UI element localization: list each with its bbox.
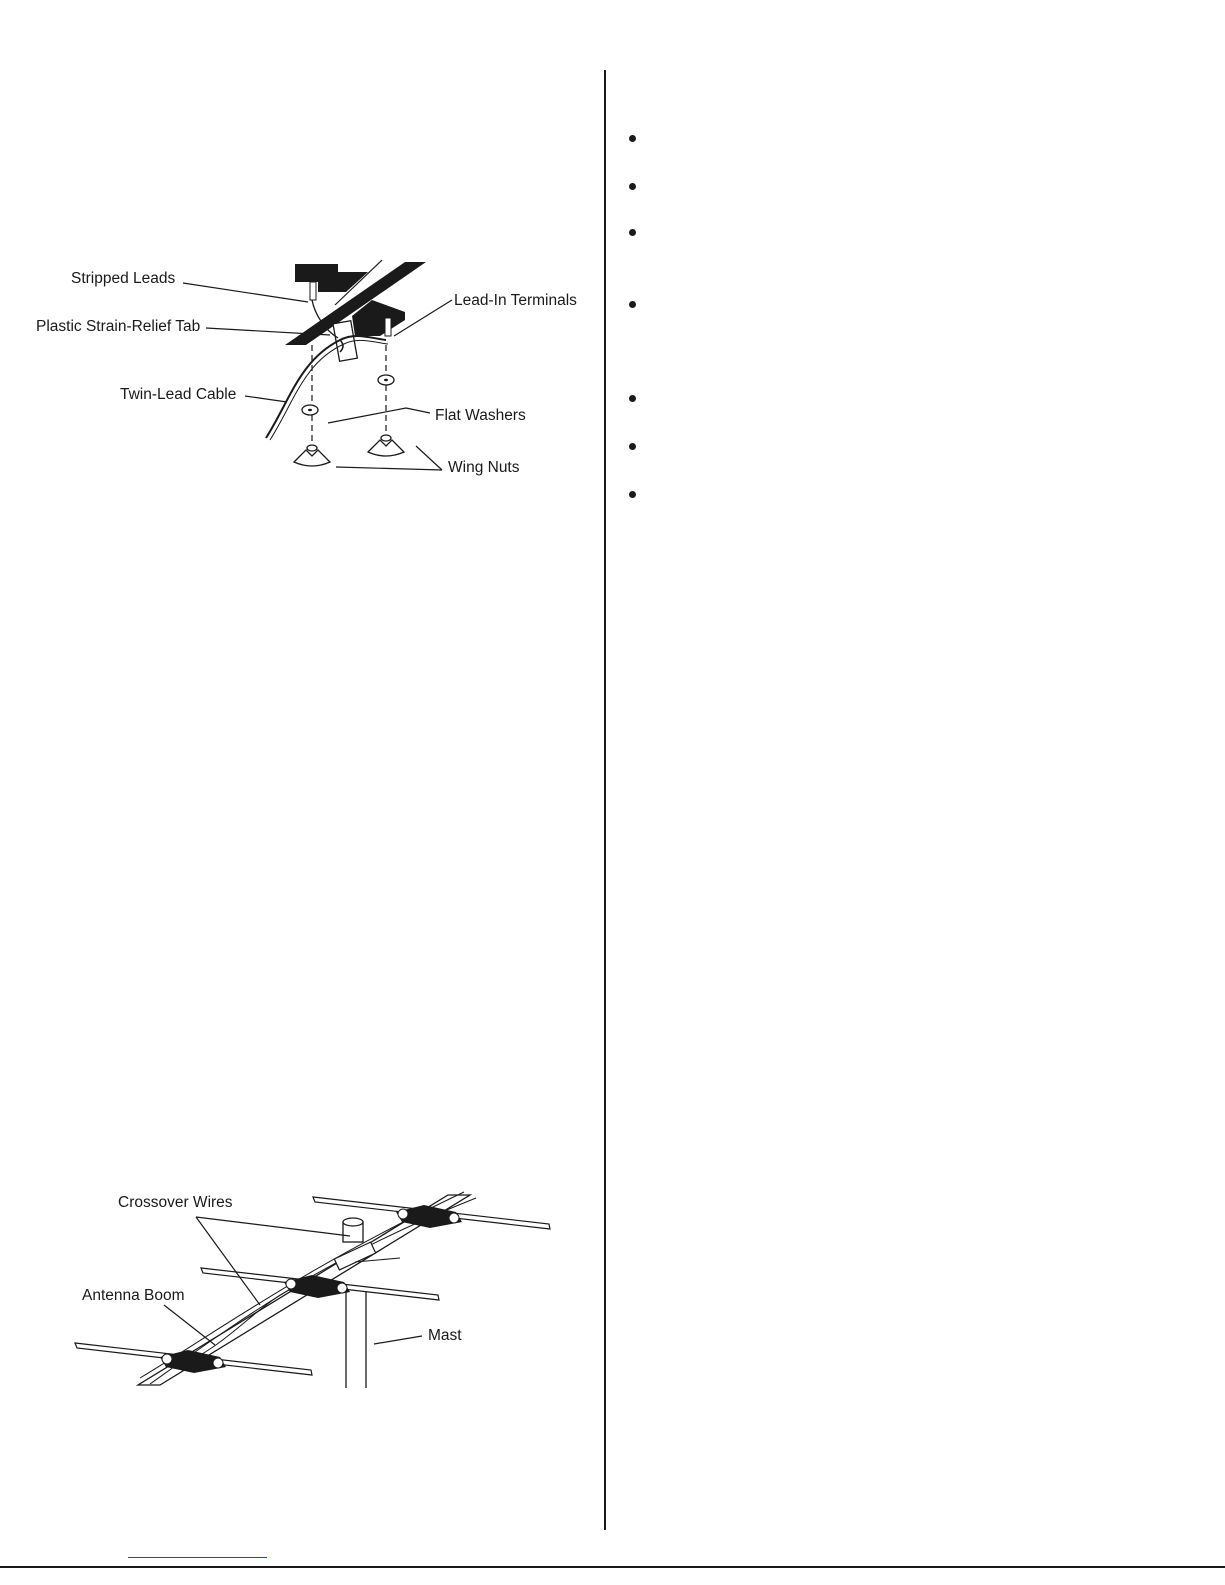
list-bullet [629, 301, 636, 308]
list-bullet [629, 183, 636, 190]
column-divider [604, 70, 606, 1530]
footer-rule [0, 1566, 1225, 1568]
label-twin-lead-cable: Twin-Lead Cable [120, 386, 237, 403]
list-bullet [629, 443, 636, 450]
label-strain-relief-tab: Plastic Strain-Relief Tab [36, 318, 201, 335]
list-bullet [629, 395, 636, 402]
list-bullet [629, 135, 636, 142]
list-bullet [629, 229, 636, 236]
footer-link[interactable] [128, 1557, 267, 1558]
label-crossover-wires: Crossover Wires [118, 1194, 233, 1211]
list-bullet [629, 491, 636, 498]
label-lead-in-terminals: Lead-In Terminals [454, 292, 577, 309]
label-mast: Mast [428, 1327, 462, 1344]
label-flat-washers: Flat Washers [435, 407, 526, 424]
label-antenna-boom: Antenna Boom [82, 1287, 185, 1304]
label-wing-nuts: Wing Nuts [448, 459, 520, 476]
label-stripped-leads: Stripped Leads [71, 270, 176, 287]
